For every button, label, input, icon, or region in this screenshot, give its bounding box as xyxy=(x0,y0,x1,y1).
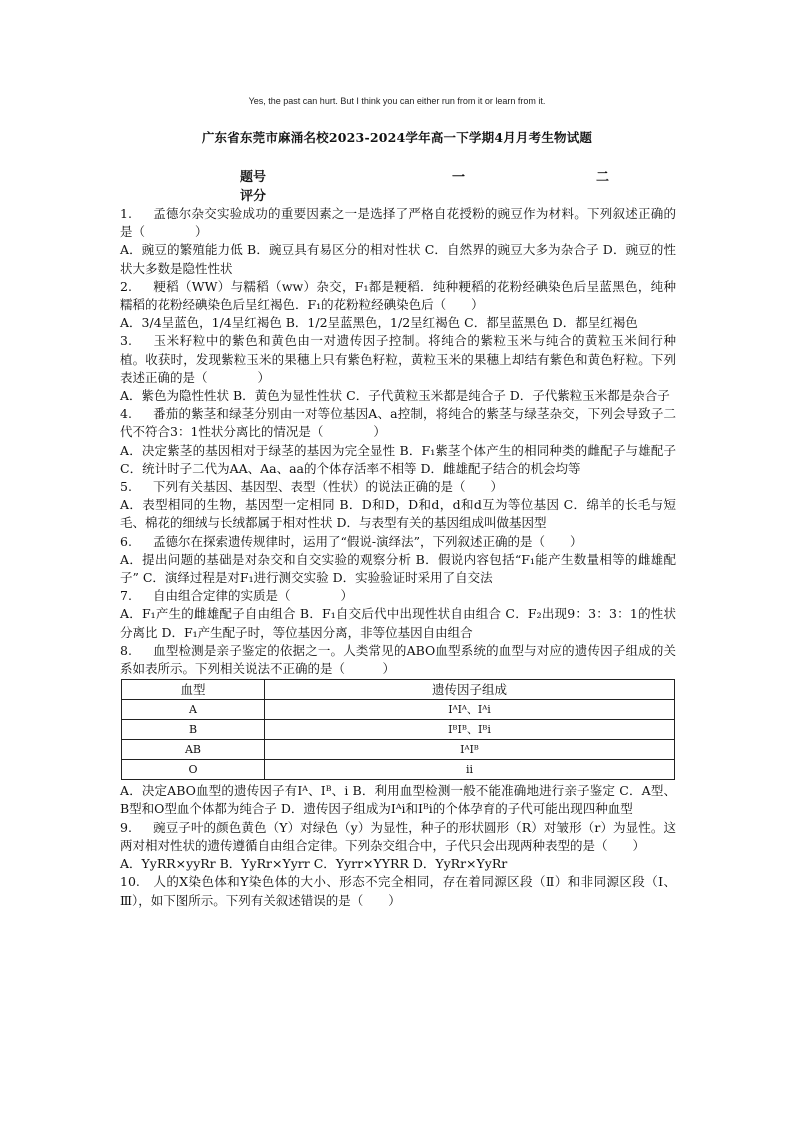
table-header-row xyxy=(122,680,675,700)
question-10 xyxy=(120,873,676,909)
question-options: A．提出问题的基础是对杂交和自交实验的观察分析 B．假说内容包括“F₁能产生数量相等的雌雄配子” C．演绎过程是对F₁进行测交实验 D．实验验证时采用了自交法 xyxy=(120,551,676,586)
score-col-1: 一 xyxy=(452,170,466,185)
blood-type-table xyxy=(121,679,675,780)
question-stem: 血型检测是亲子鉴定的依据之一。人类常见的ABO血型系统的血型与对应的遗传因子组成的关系如表所示。下列相关说法不正确的是（ ） xyxy=(120,642,676,677)
question-stem: 豌豆子叶的颜色黄色（Y）对绿色（y）为显性，种子的形状圆形（R）对皱形（r）为显性。这两对相对性状的遗传遵循自由组合定律。下列杂交组合中，子代只会出现两种表型的是（ ） xyxy=(120,819,676,853)
question-1 xyxy=(120,205,676,278)
questions-body xyxy=(120,205,676,910)
question-number: 3. xyxy=(120,333,132,349)
table-cell: ii xyxy=(265,760,675,780)
table-header: 血型 xyxy=(122,680,265,700)
score-col-2: 二 xyxy=(596,170,610,185)
question-3 xyxy=(120,332,676,405)
question-stem: 粳稻（WW）与糯稻（ww）杂交，F₁都是粳稻．纯种粳稻的花粉经碘染色后呈蓝黑色，纯种糯稻的花粉经碘染色后呈红褐色．F₁的花粉粒经碘染色后（ ） xyxy=(120,278,676,313)
question-options: A．决定紫茎的基因相对于绿茎的基因为完全显性 B．F₁紫茎个体产生的相同种类的雌配子与雄配子 C．统计时子二代为AA、Aa、aa的个体存活率不相等 D．雌雄配子结合的机会均等 xyxy=(120,442,676,476)
question-7 xyxy=(120,587,676,642)
question-options: A．F₁产生的雌雄配子自由组合 B．F₁自交后代中出现性状自由组合 C．F₂出现9：3：3：1的性状分离比 D．F₁产生配子时，等位基因分离，非等位基因自由组合 xyxy=(120,606,676,640)
question-options: A．决定ABO血型的遗传因子有Iᴬ、Iᴮ、i B．利用血型检测一般不能准确地进行亲子鉴定 C．A型、B型和O型血个体都为纯合子 D．遗传因子组成为Iᴬi和Iᴮi的个体孕育的子代可能出现四种血型 xyxy=(120,783,676,817)
question-number: 7. xyxy=(120,588,132,604)
question-options: A．表型相同的生物，基因型一定相同 B．D和D，D和d，d和d互为等位基因 C．绵羊的长毛与短毛、棉花的细绒与长绒都属于相对性状 D．与表型有关的基因组成叫做基因型 xyxy=(120,497,676,531)
table-cell: B xyxy=(122,720,265,740)
question-stem: 下列有关基因、基因型、表型（性状）的说法正确的是（ ） xyxy=(153,479,504,495)
table-cell: AB xyxy=(122,740,265,760)
question-number: 5. xyxy=(120,479,132,495)
question-number: 8. xyxy=(120,642,132,658)
table-row xyxy=(122,760,675,780)
question-options: A．3/4呈蓝色，1/4呈红褐色 B．1/2呈蓝黑色，1/2呈红褐色 C．都呈蓝黑色 D．都呈红褐色 xyxy=(120,315,638,331)
table-cell: IᴬIᴬ、Iᴬi xyxy=(265,700,675,720)
table-row xyxy=(122,700,675,720)
question-number: 2. xyxy=(120,278,132,294)
question-number: 9. xyxy=(120,819,132,835)
question-options: A．紫色为隐性性状 B．黄色为显性性状 C．子代黄粒玉米都是纯合子 D．子代紫粒玉米都是杂合子 xyxy=(120,388,670,404)
table-header: 遗传因子组成 xyxy=(265,680,675,700)
question-4 xyxy=(120,405,676,478)
question-number: 6. xyxy=(120,533,132,549)
question-number: 4. xyxy=(120,406,132,422)
question-stem: 自由组合定律的实质是（ ） xyxy=(153,588,354,604)
table-cell: IᴮIᴮ、Iᴮi xyxy=(265,720,675,740)
question-options: A．豌豆的繁殖能力低 B．豌豆具有易区分的相对性状 C．自然界的豌豆大多为杂合子 D．豌豆的性状大多数是隐性性状 xyxy=(120,242,676,276)
question-stem: 孟德尔在探索遗传规律时，运用了“假说-演绎法”，下列叙述正确的是（ ） xyxy=(153,533,583,549)
table-row xyxy=(122,720,675,740)
score-label-question-number: 题号 xyxy=(240,170,267,185)
question-2 xyxy=(120,278,676,333)
question-9 xyxy=(120,819,676,874)
question-number: 1. xyxy=(120,206,132,221)
score-label-score: 评分 xyxy=(240,189,267,204)
question-stem: 人的X染色体和Y染色体的大小、形态不完全相同，存在着同源区段（Ⅱ）和非同源区段（Ⅰ、Ⅲ），如下图所示。下列有关叙述错误的是（ ） xyxy=(120,874,676,908)
motto-line: Yes, the past can hurt. But I think you can either run from it or learn from it. xyxy=(248,96,546,106)
question-stem: 番茄的紫茎和绿茎分别由一对等位基因A、a控制，将纯合的紫茎与绿茎杂交，下列会导致子二代不符合3：1性状分离比的情况是（ ） xyxy=(120,406,676,440)
table-cell: O xyxy=(122,760,265,780)
question-number: 10. xyxy=(120,874,140,890)
question-5 xyxy=(120,478,676,533)
question-stem: 孟德尔杂交实验成功的重要因素之一是选择了严格自花授粉的豌豆作为材料。下列叙述正确的是（ ） xyxy=(120,206,676,240)
table-row xyxy=(122,740,675,760)
table-cell: IᴬIᴮ xyxy=(265,740,675,760)
table-cell: A xyxy=(122,700,265,720)
page-title: 广东省东莞市麻涌名校2023-2024学年高一下学期4月月考生物试题 xyxy=(201,130,593,145)
question-8 xyxy=(120,642,676,819)
question-options: A．YyRR×yyRr B．YyRr×Yyrr C．Yyrr×YYRR D．YyRr×YyRr xyxy=(120,856,508,872)
question-stem: 玉米籽粒中的紫色和黄色由一对遗传因子控制。将纯合的紫粒玉米与纯合的黄粒玉米间行种植。收获时，发现紫粒玉米的果穗上只有紫色籽粒，黄粒玉米的果穗上却结有紫色和黄色籽粒。下列表述正确的是（ ） xyxy=(120,333,676,385)
question-6 xyxy=(120,533,676,588)
